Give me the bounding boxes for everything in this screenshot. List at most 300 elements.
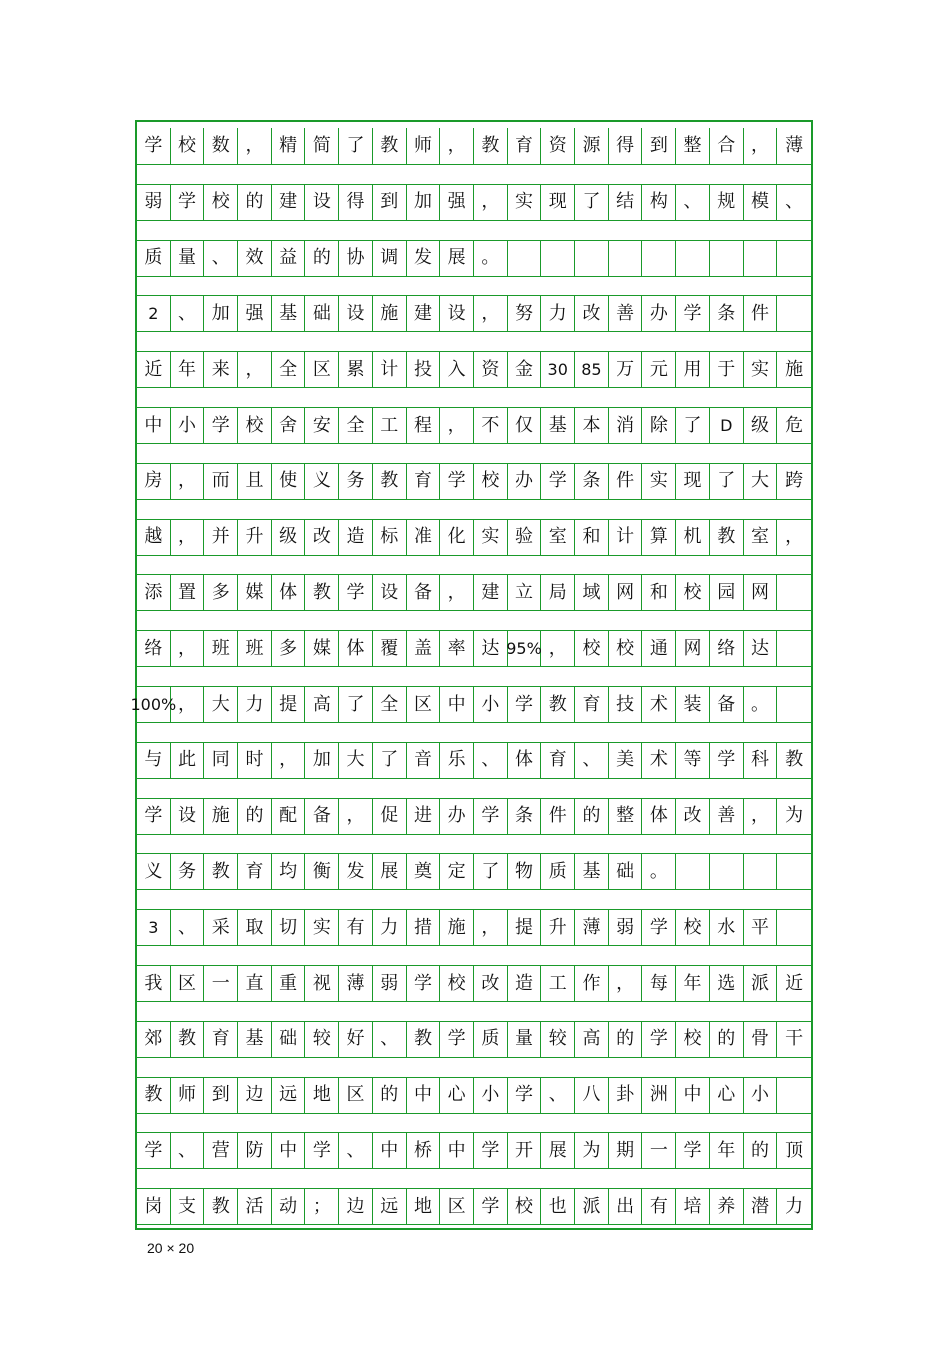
- grid-cell: 措: [407, 910, 441, 945]
- grid-row: [137, 742, 811, 779]
- grid-cell: 且: [238, 464, 272, 499]
- grid-cell: 装: [676, 687, 710, 722]
- grid-cell: 盖: [407, 631, 441, 666]
- grid-cell: 学: [407, 966, 441, 1001]
- grid-cell: 等: [676, 743, 710, 778]
- grid-cell: 活: [238, 1189, 272, 1224]
- grid-cell: 条: [710, 296, 744, 331]
- grid-cell: 、: [676, 185, 710, 220]
- grid-cell: 中: [440, 1133, 474, 1168]
- grid-cell: ，: [238, 352, 272, 387]
- grid-cell: 络: [137, 631, 171, 666]
- grid-cell: 顶: [785, 1139, 804, 1161]
- grid-cell: ，: [440, 408, 474, 443]
- grid-cell: 效: [238, 241, 272, 276]
- grid-cell: [676, 854, 710, 889]
- grid-cell: 到: [373, 185, 407, 220]
- grid-cell: 础: [609, 854, 643, 889]
- grid-cell: 教: [171, 1022, 205, 1057]
- grid-cell: 添: [137, 575, 171, 610]
- grid-cell: 施: [440, 910, 474, 945]
- grid-cell: 舍: [272, 408, 306, 443]
- grid-cell: 师: [407, 128, 441, 164]
- grid-cell: 美: [609, 743, 643, 778]
- grid-cell: 学: [474, 1189, 508, 1224]
- grid-cell: 和: [643, 575, 677, 610]
- grid-cell: 育: [575, 687, 609, 722]
- grid-cell: [676, 241, 710, 276]
- grid-cell: 仅: [508, 408, 542, 443]
- grid-cell: 教: [373, 128, 407, 164]
- grid-cell: ，: [541, 631, 575, 666]
- grid-cell: 校: [440, 966, 474, 1001]
- grid-cell: 学: [643, 1022, 677, 1057]
- grid-row: [137, 351, 811, 388]
- grid-cell: 量: [508, 1022, 542, 1057]
- grid-row: [137, 184, 811, 221]
- grid-cell: 多: [272, 631, 306, 666]
- grid-cell: 升: [238, 520, 272, 555]
- grid-cell: 心: [440, 1078, 474, 1113]
- grid-cell: 学: [137, 799, 171, 834]
- grid-cell: 促: [373, 799, 407, 834]
- grid-cell: 采: [204, 910, 238, 945]
- grid-cell: 开: [508, 1133, 542, 1168]
- grid-cell: 建: [407, 296, 441, 331]
- grid-cell: [777, 575, 811, 610]
- grid-cell: 基: [272, 296, 306, 331]
- grid-cell: 好: [339, 1022, 373, 1057]
- grid-cell: 科: [744, 743, 778, 778]
- grid-cell: 弱: [609, 910, 643, 945]
- grid-cell: 验: [508, 520, 542, 555]
- grid-cell: 体: [508, 743, 542, 778]
- grid-cell: 的: [710, 1022, 744, 1057]
- grid-cell: 质: [137, 241, 171, 276]
- grid-cell: ，: [744, 799, 778, 834]
- grid-row: [137, 407, 811, 444]
- grid-cell: ，: [474, 296, 508, 331]
- grid-cell: 学: [339, 575, 373, 610]
- grid-row: [137, 1021, 811, 1058]
- grid-cell: ，: [171, 687, 205, 722]
- grid-cell: 的: [238, 185, 272, 220]
- grid-cell: 实: [744, 352, 778, 387]
- grid-cell: 教: [474, 128, 508, 164]
- grid-cell: 消: [609, 408, 643, 443]
- grid-cell: 到: [204, 1078, 238, 1113]
- grid-cell: 大: [339, 743, 373, 778]
- grid-cell: ，: [744, 128, 778, 164]
- grid-cell: 机: [676, 520, 710, 555]
- grid-cell: 郊: [137, 1022, 171, 1057]
- grid-cell: 条: [508, 799, 542, 834]
- grid-cell: 养: [710, 1189, 744, 1224]
- grid-cell: 造: [339, 520, 373, 555]
- grid-cell: 学: [137, 1133, 171, 1168]
- grid-cell: 技: [609, 687, 643, 722]
- grid-cell: 育: [238, 854, 272, 889]
- grid-cell: 设: [171, 799, 205, 834]
- grid-cell: 万: [609, 352, 643, 387]
- grid-cell: 立: [508, 575, 542, 610]
- grid-cell: 建: [474, 575, 508, 610]
- grid-cell: 办: [440, 799, 474, 834]
- grid-cell: 备: [710, 687, 744, 722]
- grid-cell: 了: [676, 408, 710, 443]
- grid-row: [137, 1188, 811, 1225]
- grid-cell: 教: [710, 520, 744, 555]
- grid-cell: 出: [609, 1189, 643, 1224]
- grid-cell: 较: [541, 1022, 575, 1057]
- grid-cell: 义: [306, 464, 340, 499]
- grid-cell: 学: [440, 464, 474, 499]
- grid-cell: 学: [440, 1022, 474, 1057]
- grid-cell: 平: [744, 910, 778, 945]
- grid-cell: ，: [785, 526, 804, 548]
- grid-cell: 的: [609, 1022, 643, 1057]
- grid-cell: 小: [744, 1078, 778, 1113]
- grid-cell: 弱: [137, 185, 171, 220]
- grid-cell: 学: [306, 1133, 340, 1168]
- grid-cell: ，: [474, 910, 508, 945]
- grid-cell: 一: [204, 966, 238, 1001]
- grid-cell: 每: [643, 966, 677, 1001]
- grid-cell: 作: [575, 966, 609, 1001]
- grid-cell: 校: [676, 1022, 710, 1057]
- grid-cell: 施: [373, 296, 407, 331]
- grid-cell: 校: [474, 464, 508, 499]
- grid-cell: 媒: [238, 575, 272, 610]
- grid-cell: 体: [272, 575, 306, 610]
- grid-cell: 加: [204, 296, 238, 331]
- grid-cell: 益: [272, 241, 306, 276]
- grid-cell: 远: [373, 1189, 407, 1224]
- grid-cell: 强: [440, 185, 474, 220]
- grid-cell: 提: [508, 910, 542, 945]
- grid-cell: 派: [575, 1189, 609, 1224]
- grid-cell: 支: [171, 1189, 205, 1224]
- grid-cell: 洲: [643, 1078, 677, 1113]
- grid-cell: ，: [339, 799, 373, 834]
- grid-cell: 规: [710, 185, 744, 220]
- grid-cell: 衡: [306, 854, 340, 889]
- grid-cell: 并: [204, 520, 238, 555]
- grid-cell: 危: [785, 414, 804, 436]
- grid-cell: 改: [474, 966, 508, 1001]
- grid-cell: 网: [609, 575, 643, 610]
- grid-cell: 区: [171, 966, 205, 1001]
- grid-row: [137, 463, 811, 500]
- grid-cell: 条: [575, 464, 609, 499]
- grid-cell: 和: [575, 520, 609, 555]
- grid-row: [137, 128, 811, 165]
- grid-cell: [643, 241, 677, 276]
- grid-cell: 的: [744, 1133, 778, 1168]
- grid-cell: 来: [204, 352, 238, 387]
- grid-cell: 取: [238, 910, 272, 945]
- grid-cell: 、: [204, 241, 238, 276]
- grid-cell: 展: [440, 241, 474, 276]
- grid-cell: 级: [744, 408, 778, 443]
- grid-cell: 地: [407, 1189, 441, 1224]
- grid-cell: 园: [710, 575, 744, 610]
- grid-cell: 设: [339, 296, 373, 331]
- grid-cell: 此: [171, 743, 205, 778]
- grid-cell: 防: [238, 1133, 272, 1168]
- grid-cell: 边: [339, 1189, 373, 1224]
- grid-cell: 进: [407, 799, 441, 834]
- grid-row: [137, 630, 811, 667]
- grid-cell: [777, 854, 811, 889]
- grid-cell: 育: [204, 1022, 238, 1057]
- grid-cell: 教: [407, 1022, 441, 1057]
- grid-cell: 。: [744, 687, 778, 722]
- grid-cell: 我: [137, 966, 171, 1001]
- grid-cell: 奠: [407, 854, 441, 889]
- grid-cell: 质: [541, 854, 575, 889]
- grid-cell: 提: [272, 687, 306, 722]
- grid-cell: 程: [407, 408, 441, 443]
- grid-cell: 、: [575, 743, 609, 778]
- grid-cell: 办: [643, 296, 677, 331]
- grid-cell: 量: [171, 241, 205, 276]
- grid-cell: 化: [440, 520, 474, 555]
- grid-cell: 发: [407, 241, 441, 276]
- grid-cell: 设: [440, 296, 474, 331]
- grid-cell: 整: [609, 799, 643, 834]
- grid-cell: 重: [272, 966, 306, 1001]
- grid-cell: [777, 631, 811, 666]
- grid-cell: 件: [541, 799, 575, 834]
- grid-cell: 85: [575, 352, 609, 387]
- grid-cell: 中: [272, 1133, 306, 1168]
- grid-cell: 现: [541, 185, 575, 220]
- grid-cell: 。: [474, 241, 508, 276]
- grid-cell: 中: [373, 1133, 407, 1168]
- grid-cell: 同: [204, 743, 238, 778]
- grid-cell: 的: [306, 241, 340, 276]
- grid-cell: 发: [339, 854, 373, 889]
- grid-cell: 30: [541, 352, 575, 387]
- grid-cell: 力: [238, 687, 272, 722]
- grid-cell: 全: [272, 352, 306, 387]
- grid-cell: 班: [238, 631, 272, 666]
- grid-cell: 用: [676, 352, 710, 387]
- grid-cell: 域: [575, 575, 609, 610]
- grid-cell: 算: [643, 520, 677, 555]
- grid-cell: 安: [306, 408, 340, 443]
- grid-cell: 多: [204, 575, 238, 610]
- grid-cell: 边: [238, 1078, 272, 1113]
- grid-cell: 物: [508, 854, 542, 889]
- grid-cell: 计: [373, 352, 407, 387]
- grid-cell: ，: [609, 966, 643, 1001]
- grid-cell: 全: [339, 408, 373, 443]
- grid-cell: ，: [171, 464, 205, 499]
- grid-cell: 越: [137, 520, 171, 555]
- grid-cell: 网: [744, 575, 778, 610]
- grid-cell: 质: [474, 1022, 508, 1057]
- grid-cell: 入: [440, 352, 474, 387]
- grid-cell: 学: [676, 296, 710, 331]
- grid-cell: 义: [137, 854, 171, 889]
- grid-cell: 教: [785, 749, 804, 771]
- grid-cell: 室: [541, 520, 575, 555]
- grid-cell: 备: [407, 575, 441, 610]
- grid-cell: 构: [643, 185, 677, 220]
- grid-cell: 远: [272, 1078, 306, 1113]
- grid-cell: 派: [744, 966, 778, 1001]
- grid-cell: 校: [508, 1189, 542, 1224]
- grid-cell: 培: [676, 1189, 710, 1224]
- grid-cell: 件: [609, 464, 643, 499]
- grid-cell: 务: [171, 854, 205, 889]
- grid-cell: ，: [272, 743, 306, 778]
- grid-cell: 、: [541, 1078, 575, 1113]
- grid-cell: 育: [407, 464, 441, 499]
- grid-cell: 期: [609, 1133, 643, 1168]
- grid-cell: 力: [785, 1195, 804, 1217]
- grid-row: [137, 1077, 811, 1114]
- grid-cell: 薄: [785, 135, 804, 156]
- grid-cell: 了: [474, 854, 508, 889]
- grid-cell: 改: [676, 799, 710, 834]
- grid-cell: 的: [373, 1078, 407, 1113]
- grid-cell: 为: [575, 1133, 609, 1168]
- grid-cell: 、: [474, 743, 508, 778]
- grid-cell: 累: [339, 352, 373, 387]
- grid-cell: 学: [676, 1133, 710, 1168]
- grid-cell: 加: [407, 185, 441, 220]
- grid-cell: [508, 241, 542, 276]
- grid-cell: 得: [609, 128, 643, 164]
- grid-cell: 与: [137, 743, 171, 778]
- grid-cell: 了: [339, 128, 373, 164]
- grid-cell: [777, 910, 811, 945]
- grid-cell: 准: [407, 520, 441, 555]
- grid-cell: [777, 296, 811, 331]
- grid-cell: 小: [474, 687, 508, 722]
- grid-cell: 校: [238, 408, 272, 443]
- grid-row: [137, 798, 811, 835]
- grid-cell: 、: [171, 1133, 205, 1168]
- grid-cell: 实: [643, 464, 677, 499]
- grid-cell: 校: [676, 575, 710, 610]
- grid-cell: 达: [744, 631, 778, 666]
- grid-cell: 100%: [137, 687, 171, 722]
- grid-cell: 。: [643, 854, 677, 889]
- grid-cell: 了: [710, 464, 744, 499]
- grid-cell: 95%: [508, 631, 542, 666]
- grid-cell: 师: [171, 1078, 205, 1113]
- grid-cell: 为: [785, 805, 804, 827]
- grid-cell: 弱: [373, 966, 407, 1001]
- grid-row: [137, 519, 811, 556]
- grid-cell: 展: [373, 854, 407, 889]
- grid-row: [137, 1132, 811, 1169]
- grid-cell: 的: [575, 799, 609, 834]
- grid-cell: 网: [676, 631, 710, 666]
- grid-cell: 教: [204, 854, 238, 889]
- grid-cell: 计: [609, 520, 643, 555]
- grid-cell: 合: [710, 128, 744, 164]
- grid-cell: 校: [204, 185, 238, 220]
- grid-cell: 局: [541, 575, 575, 610]
- grid-cell: 得: [339, 185, 373, 220]
- grid-cell: 模: [744, 185, 778, 220]
- grid-cell: 基: [541, 408, 575, 443]
- grid-cell: 室: [744, 520, 778, 555]
- grid-cell: 体: [339, 631, 373, 666]
- grid-cell: 造: [508, 966, 542, 1001]
- grid-cell: 学: [204, 408, 238, 443]
- grid-cell: 年: [676, 966, 710, 1001]
- grid-cell: 配: [272, 799, 306, 834]
- grid-cell: 一: [643, 1133, 677, 1168]
- grid-cell: 设: [306, 185, 340, 220]
- grid-cell: 3: [137, 910, 171, 945]
- grid-cell: 音: [407, 743, 441, 778]
- grid-cell: 善: [609, 296, 643, 331]
- grid-cell: 选: [710, 966, 744, 1001]
- grid-cell: 资: [474, 352, 508, 387]
- grid-cell: 校: [171, 128, 205, 164]
- grid-cell: 大: [744, 464, 778, 499]
- grid-cell: 力: [541, 296, 575, 331]
- grid-cell: 2: [137, 296, 171, 331]
- grid-cell: 高: [306, 687, 340, 722]
- grid-cell: 工: [373, 408, 407, 443]
- grid-cell: 级: [272, 520, 306, 555]
- grid-cell: 学: [171, 185, 205, 220]
- grid-cell: 体: [643, 799, 677, 834]
- grid-cell: 源: [575, 128, 609, 164]
- grid-cell: 、: [373, 1022, 407, 1057]
- grid-cell: 动: [272, 1189, 306, 1224]
- grid-cell: 到: [643, 128, 677, 164]
- grid-cell: 础: [272, 1022, 306, 1057]
- grid-row: [137, 909, 811, 946]
- grid-cell: [710, 241, 744, 276]
- grid-cell: 精: [272, 128, 306, 164]
- grid-cell: 切: [272, 910, 306, 945]
- grid-cell: 覆: [373, 631, 407, 666]
- grid-cell: 达: [474, 631, 508, 666]
- grid-cell: 力: [373, 910, 407, 945]
- grid-cell: [777, 1078, 811, 1113]
- grid-cell: ，: [238, 128, 272, 164]
- grid-cell: 年: [171, 352, 205, 387]
- grid-cell: 教: [373, 464, 407, 499]
- grid-cell: 区: [407, 687, 441, 722]
- grid-cell: 结: [609, 185, 643, 220]
- grid-cell: 升: [541, 910, 575, 945]
- grid-cell: 校: [575, 631, 609, 666]
- grid-cell: 媒: [306, 631, 340, 666]
- grid-cell: 乐: [440, 743, 474, 778]
- grid-cell: 心: [710, 1078, 744, 1113]
- grid-cell: 区: [306, 352, 340, 387]
- grid-cell: 高: [575, 1022, 609, 1057]
- grid-cell: [744, 241, 778, 276]
- grid-cell: 改: [306, 520, 340, 555]
- grid-cell: 善: [710, 799, 744, 834]
- grid-cell: 现: [676, 464, 710, 499]
- grid-cell: 本: [575, 408, 609, 443]
- grid-cell: 岗: [137, 1189, 171, 1224]
- grid-cell: 了: [373, 743, 407, 778]
